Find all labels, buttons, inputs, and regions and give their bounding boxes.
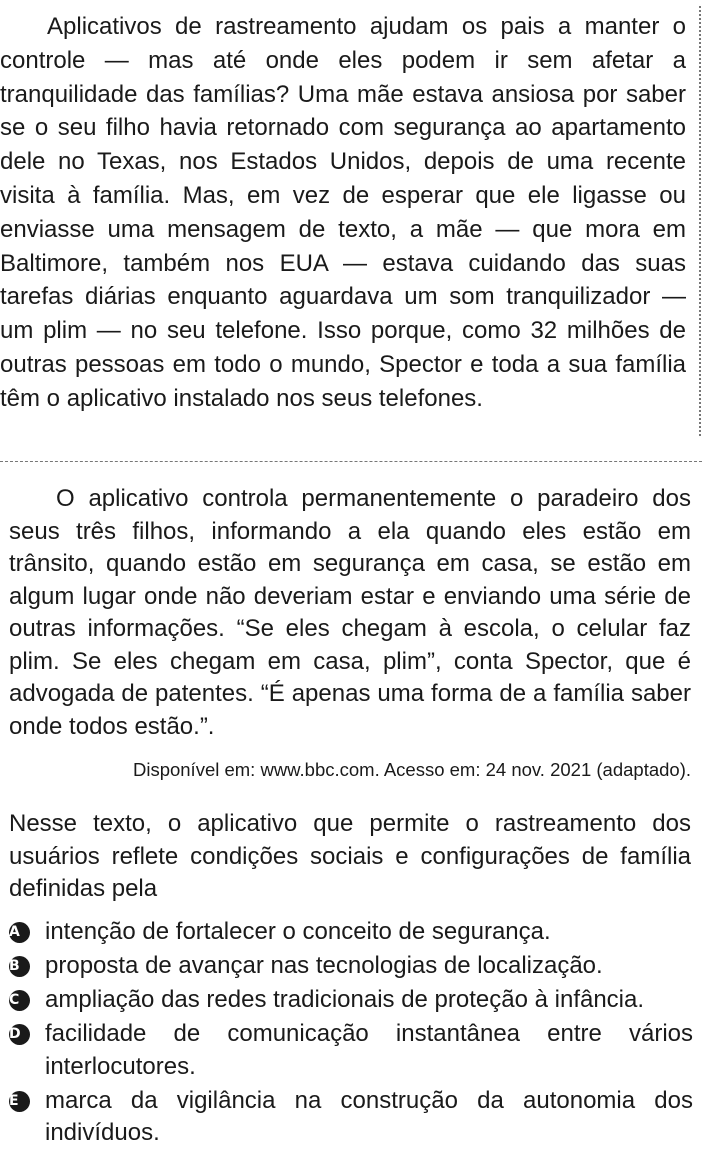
option-letter-badge: B	[9, 956, 30, 977]
answer-options	[9, 916, 693, 1151]
passage-paragraph-2: O aplicativo controla permanentemente o paradeiro dos seus três filhos, informando a ela quando eles estão em trânsito, quando estão em segurança em casa, se estão em algum lugar onde não deveriam estar e enviando uma série de outras informações. “Se eles chegam à escola, o celular faz plim. Se eles chegam em casa, plim”, conta Spector, que é advogada de patentes. “É apenas uma forma de a família saber onde todos estão.”.	[9, 485, 691, 740]
option-letter-badge: E	[9, 1091, 30, 1112]
option-letter-badge: D	[9, 1024, 30, 1045]
option-text: marca da vigilância na construção da autonomia dos indivíduos.	[45, 1086, 693, 1146]
answer-option-e[interactable]	[9, 1085, 693, 1150]
option-text: ampliação das redes tradicionais de proteção à infância.	[45, 986, 645, 1013]
text-margin-line	[699, 6, 701, 436]
question-stem: Nesse texto, o aplicativo que permite o rastreamento dos usuários reflete condições sociais e configurações de família definidas pela	[9, 810, 691, 902]
option-letter-badge: A	[9, 922, 30, 943]
answer-option-c[interactable]	[9, 984, 693, 1017]
answer-option-b[interactable]	[9, 950, 693, 983]
dashed-divider	[0, 461, 702, 462]
option-text: intenção de fortalecer o conceito de segurança.	[45, 918, 551, 945]
passage-paragraph-1: Aplicativos de rastreamento ajudam os pais a manter o controle — mas até onde eles podem ir sem afetar a tranquilidade das famílias? Uma mãe estava ansiosa por saber se o seu filho havia retornado com segurança ao apartamento dele no Texas, nos Estados Unidos, depois de uma recente visita à família. Mas, em vez de esperar que ele ligasse ou enviasse uma mensagem de texto, a mãe — que mora em Baltimore, também nos EUA — estava cuidando das suas tarefas diárias enquanto aguardava um som tranquilizador — um plim — no seu telefone. Isso porque, como 32 milhões de outras pessoas em todo o mundo, Spector e toda a sua família têm o aplicativo instalado nos seus telefones.	[0, 13, 686, 412]
answer-option-d[interactable]	[9, 1018, 693, 1083]
answer-option-a[interactable]	[9, 916, 693, 949]
option-text: proposta de avançar nas tecnologias de localização.	[45, 952, 603, 979]
option-text: facilidade de comunicação instantânea entre vários interlocutores.	[45, 1020, 693, 1080]
source-citation: Disponível em: www.bbc.com. Acesso em: 24 nov. 2021 (adaptado).	[132, 759, 691, 780]
option-letter-badge: C	[9, 990, 30, 1011]
